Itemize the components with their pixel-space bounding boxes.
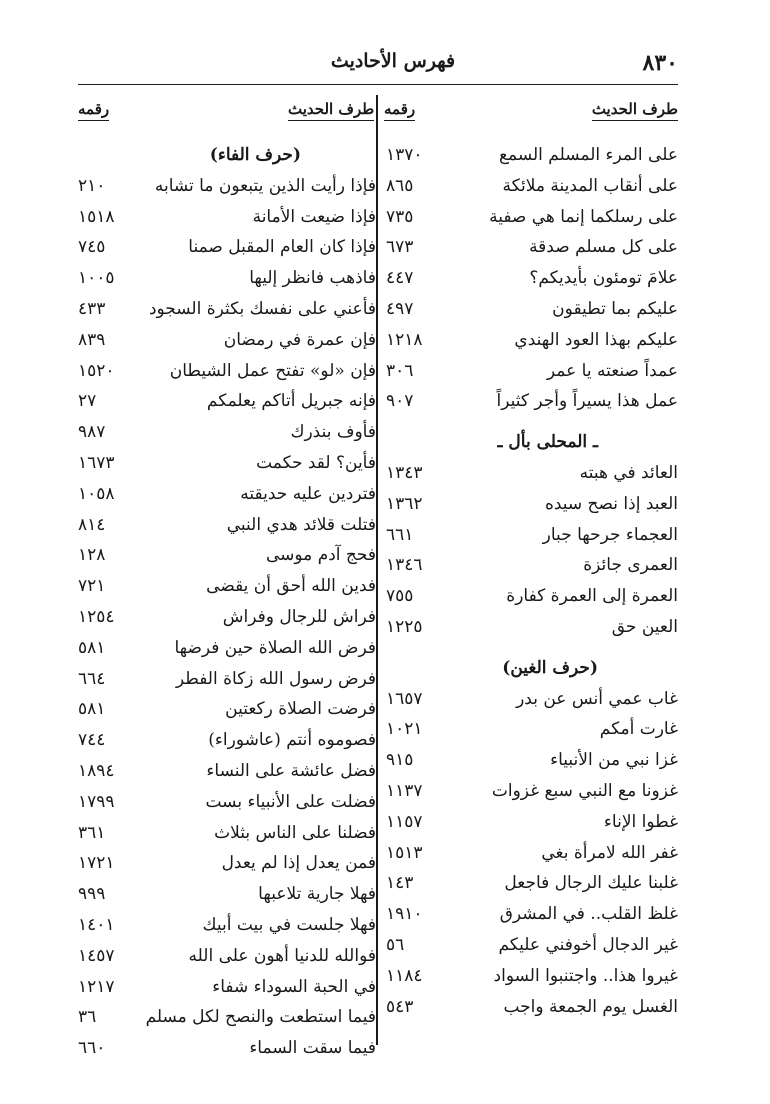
hadith-number: ٧٥٥ bbox=[386, 586, 414, 607]
index-entry bbox=[378, 489, 678, 520]
hadith-text: على المرء المسلم السمع bbox=[498, 145, 678, 165]
hadith-number: ٩٩٩ bbox=[78, 884, 106, 905]
hadith-text: العجماء جرحها جبار bbox=[542, 524, 678, 545]
hadith-text: فأوف بنذرك bbox=[290, 422, 376, 443]
hadith-text: غفر الله لامرأة بغي bbox=[541, 842, 678, 863]
index-entry bbox=[78, 756, 376, 787]
index-entry bbox=[78, 325, 376, 356]
index-entry bbox=[378, 612, 678, 643]
hadith-number: ٥٨١ bbox=[78, 637, 106, 658]
hadith-number: ١٢١٨ bbox=[386, 329, 423, 350]
page-header bbox=[78, 50, 678, 80]
hadith-text: عليكم بما تطيقون bbox=[552, 298, 678, 319]
index-entry bbox=[78, 479, 376, 510]
hadith-text: فضلنا على الناس بثلاث bbox=[214, 822, 376, 843]
hadith-number: ٦٦٤ bbox=[78, 668, 106, 689]
section-heading: (حرف الغين) bbox=[502, 657, 598, 678]
hadith-number: ٧٣٥ bbox=[386, 206, 414, 227]
hadith-text: غطوا الإناء bbox=[603, 811, 678, 832]
section-heading: ـ المحلى بأل ـ bbox=[497, 432, 598, 453]
index-entry bbox=[78, 1033, 376, 1064]
hadith-text: عمل هذا يسيراً وأجر كثيراً bbox=[496, 391, 678, 412]
hadith-text: فيما سقت السماء bbox=[249, 1038, 376, 1059]
hadith-number: ٤٣٣ bbox=[78, 298, 106, 319]
hadith-number: ١٥١٨ bbox=[78, 206, 115, 227]
left-hadith-header bbox=[288, 100, 374, 128]
hadith-number: ١٣٧٠ bbox=[386, 145, 423, 165]
index-entry bbox=[78, 941, 376, 972]
hadith-number: ٣٦١ bbox=[78, 822, 106, 843]
hadith-text: فضلت على الأنبياء بست bbox=[205, 791, 376, 812]
index-entry bbox=[378, 520, 678, 551]
index-entry bbox=[378, 325, 678, 356]
hadith-number: ٦٦١ bbox=[386, 524, 414, 545]
hadith-text: على رسلكما إنما هي صفية bbox=[489, 206, 678, 227]
right-hadith-header-label: طرف الحديث bbox=[592, 100, 678, 121]
index-entry bbox=[378, 684, 678, 715]
hadith-text: غزا نبي من الأنبياء bbox=[550, 750, 678, 771]
hadith-text: فأعني على نفسك بكثرة السجود bbox=[148, 298, 376, 319]
hadith-text: غلبنا عليك الرجال فاجعل bbox=[504, 873, 678, 894]
left-column bbox=[78, 140, 376, 1064]
index-entry bbox=[378, 550, 678, 581]
right-hadith-header bbox=[592, 100, 678, 128]
hadith-number: ٩٠٧ bbox=[386, 391, 414, 412]
index-entry bbox=[378, 745, 678, 776]
index-entry bbox=[378, 581, 678, 612]
hadith-text: فحج آدم موسى bbox=[265, 545, 376, 566]
index-entry bbox=[378, 263, 678, 294]
index-entry bbox=[78, 386, 376, 417]
left-number-header bbox=[78, 100, 109, 128]
index-entry bbox=[378, 386, 678, 417]
hadith-text: فراش للرجال وفراش bbox=[222, 606, 376, 627]
hadith-number: ١١٣٧ bbox=[386, 780, 423, 801]
hadith-number: ١٩١٠ bbox=[386, 904, 423, 925]
left-number-header-label: رقمه bbox=[78, 100, 109, 121]
index-entry bbox=[78, 294, 376, 325]
hadith-number: ١١٥٧ bbox=[386, 811, 423, 832]
index-entry bbox=[378, 140, 678, 171]
hadith-text: فإنه جبريل أتاكم يعلمكم bbox=[206, 391, 376, 412]
hadith-number: ١٧٩٩ bbox=[78, 791, 115, 812]
index-entry bbox=[378, 714, 678, 745]
hadith-text: فإذا رأيت الذين يتبعون ما تشابه bbox=[154, 175, 376, 196]
hadith-text: فتردين عليه حديقته bbox=[240, 483, 376, 504]
index-entry bbox=[78, 356, 376, 387]
index-entry bbox=[78, 818, 376, 849]
hadith-number: ١٥١٣ bbox=[386, 842, 423, 863]
hadith-text: فإذا كان العام المقبل صمنا bbox=[188, 237, 376, 258]
hadith-text: فضل عائشة على النساء bbox=[206, 760, 376, 781]
hadith-number: ٢١٠ bbox=[78, 175, 106, 196]
hadith-text: فتلت قلائد هدي النبي bbox=[226, 514, 376, 535]
hadith-number: ٨١٤ bbox=[78, 514, 106, 535]
hadith-number: ٦٦٠ bbox=[78, 1038, 106, 1059]
hadith-number: ٧٤٥ bbox=[78, 237, 106, 258]
hadith-text: غارت أمكم bbox=[599, 719, 678, 740]
hadith-text: فيما استطعت والنصح لكل مسلم bbox=[145, 1007, 376, 1028]
index-entry bbox=[78, 571, 376, 602]
hadith-text: على كل مسلم صدقة bbox=[529, 237, 678, 258]
hadith-number: ١٠٥٨ bbox=[78, 483, 115, 504]
hadith-number: ٦٧٣ bbox=[386, 237, 414, 258]
hadith-text: فإن «لو» تفتح عمل الشيطان bbox=[169, 360, 376, 381]
hadith-text: غاب عمي أنس عن بدر bbox=[516, 688, 678, 709]
right-column bbox=[378, 140, 678, 1022]
hadith-number: ١٣٤٦ bbox=[386, 555, 423, 576]
hadith-number: ٥٨١ bbox=[78, 699, 106, 720]
hadith-number: ١٠٢١ bbox=[386, 719, 423, 740]
hadith-text: فرض الله الصلاة حين فرضها bbox=[174, 637, 376, 658]
section-heading-row bbox=[378, 427, 678, 458]
hadith-text: غير الدجال أخوفني عليكم bbox=[498, 934, 678, 955]
hadith-text: فاذهب فانظر إليها bbox=[249, 268, 376, 289]
hadith-text: العمرة إلى العمرة كفارة bbox=[506, 586, 678, 607]
index-entry bbox=[378, 356, 678, 387]
right-number-header bbox=[384, 100, 415, 128]
hadith-number: ١٢٢٥ bbox=[386, 616, 423, 637]
index-entry bbox=[78, 787, 376, 818]
hadith-number: ٧٢١ bbox=[78, 576, 106, 597]
hadith-text: علامَ تومئون بأيديكم؟ bbox=[529, 268, 678, 289]
index-entry bbox=[78, 633, 376, 664]
hadith-number: ١٥٢٠ bbox=[78, 360, 115, 381]
hadith-number: ١١٨٤ bbox=[386, 965, 423, 986]
index-entry bbox=[78, 725, 376, 756]
hadith-text: فدين الله أحق أن يقضى bbox=[206, 576, 376, 597]
index-entry bbox=[78, 448, 376, 479]
hadith-text: فمن يعدل إذا لم يعدل bbox=[221, 853, 376, 874]
hadith-text: غلظ القلب.. في المشرق bbox=[499, 904, 678, 925]
index-entry bbox=[378, 961, 678, 992]
hadith-number: ٣٦ bbox=[78, 1007, 97, 1028]
index-entry bbox=[78, 972, 376, 1003]
index-entry bbox=[78, 232, 376, 263]
hadith-number: ١٧٢١ bbox=[78, 853, 115, 874]
hadith-number: ٣٠٦ bbox=[386, 360, 414, 381]
index-entry bbox=[378, 838, 678, 869]
hadith-number: ٤٤٧ bbox=[386, 268, 414, 289]
right-number-header-label: رقمه bbox=[384, 100, 415, 121]
hadith-text: العائد في هبته bbox=[579, 462, 678, 483]
index-entry bbox=[78, 510, 376, 541]
hadith-text: على أنقاب المدينة ملائكة bbox=[502, 175, 678, 196]
hadith-number: ٥٦ bbox=[386, 934, 405, 955]
index-entry bbox=[78, 879, 376, 910]
index-entry bbox=[378, 458, 678, 489]
section-heading-row bbox=[378, 653, 678, 684]
hadith-number: ١٠٠٥ bbox=[78, 268, 115, 289]
hadith-text: العين حق bbox=[611, 616, 678, 637]
index-entry bbox=[78, 263, 376, 294]
hadith-text: غيروا هذا.. واجتنبوا السواد bbox=[493, 965, 678, 986]
hadith-number: ١٢٥٤ bbox=[78, 606, 115, 627]
index-entry bbox=[78, 694, 376, 725]
hadith-number: ٩٨٧ bbox=[78, 422, 106, 443]
index-entry bbox=[78, 202, 376, 233]
index-entry bbox=[78, 1002, 376, 1033]
hadith-number: ١٢٨ bbox=[78, 545, 106, 566]
index-entry bbox=[378, 807, 678, 838]
index-entry bbox=[378, 294, 678, 325]
hadith-number: ٤٩٧ bbox=[386, 298, 414, 319]
hadith-text: في الحبة السوداء شفاء bbox=[212, 976, 376, 997]
hadith-number: ١٤٣ bbox=[386, 873, 414, 894]
index-entry bbox=[78, 664, 376, 695]
hadith-number: ١٦٥٧ bbox=[386, 688, 423, 709]
header-rule bbox=[78, 84, 678, 85]
index-entry bbox=[378, 171, 678, 202]
hadith-text: عليكم بهذا العود الهندي bbox=[514, 329, 678, 350]
section-heading-row bbox=[78, 140, 376, 171]
section-heading: (حرف الفاء) bbox=[209, 145, 301, 165]
hadith-number: ٩١٥ bbox=[386, 750, 414, 771]
hadith-text: فهلا جارية تلاعبها bbox=[258, 884, 376, 905]
index-entry bbox=[78, 540, 376, 571]
hadith-number: ٨٦٥ bbox=[386, 175, 414, 196]
hadith-number: ١٢١٧ bbox=[78, 976, 115, 997]
hadith-number: ٨٣٩ bbox=[78, 329, 106, 350]
hadith-text: عمداً صنعته يا عمر bbox=[546, 360, 678, 381]
index-entry bbox=[78, 910, 376, 941]
hadith-number: ٧٤٤ bbox=[78, 730, 106, 751]
index-entry bbox=[378, 868, 678, 899]
hadith-text: فهلا جلست في بيت أبيك bbox=[202, 914, 376, 935]
running-title: فهرس الأحاديث bbox=[330, 50, 456, 72]
hadith-text: فأين؟ لقد حكمت bbox=[256, 452, 376, 473]
index-entry bbox=[78, 848, 376, 879]
index-entry bbox=[378, 776, 678, 807]
hadith-number: ١٣٦٢ bbox=[386, 493, 423, 514]
hadith-number: ١٤٠١ bbox=[78, 914, 115, 935]
hadith-text: الغسل يوم الجمعة واجب bbox=[503, 996, 678, 1017]
hadith-number: ٢٧ bbox=[78, 391, 97, 412]
page-number: ٨٣٠ bbox=[642, 50, 678, 76]
index-entry bbox=[378, 899, 678, 930]
index-entry bbox=[378, 232, 678, 263]
hadith-text: فصوموه أنتم (عاشوراء) bbox=[208, 730, 376, 751]
left-hadith-header-label: طرف الحديث bbox=[288, 100, 374, 121]
hadith-text: العمرى جائزة bbox=[583, 555, 678, 576]
index-entry bbox=[78, 171, 376, 202]
hadith-text: فرض رسول الله زكاة الفطر bbox=[175, 668, 376, 689]
hadith-text: فوالله للدنيا أهون على الله bbox=[188, 945, 376, 966]
hadith-number: ١٦٧٣ bbox=[78, 452, 115, 473]
hadith-text: فرضت الصلاة ركعتين bbox=[225, 699, 376, 720]
index-entry bbox=[378, 202, 678, 233]
hadith-text: غزونا مع النبي سبع غزوات bbox=[491, 780, 678, 801]
hadith-text: العبد إذا نصح سيده bbox=[544, 493, 678, 514]
hadith-number: ١٤٥٧ bbox=[78, 945, 115, 966]
hadith-text: فإن عمرة في رمضان bbox=[223, 329, 376, 350]
index-entry bbox=[378, 992, 678, 1023]
index-entry bbox=[78, 602, 376, 633]
hadith-number: ١٨٩٤ bbox=[78, 760, 115, 781]
hadith-number: ٥٤٣ bbox=[386, 996, 414, 1017]
hadith-text: فإذا ضيعت الأمانة bbox=[252, 206, 376, 227]
hadith-number: ١٣٤٣ bbox=[386, 462, 423, 483]
index-entry bbox=[378, 930, 678, 961]
index-entry bbox=[78, 417, 376, 448]
